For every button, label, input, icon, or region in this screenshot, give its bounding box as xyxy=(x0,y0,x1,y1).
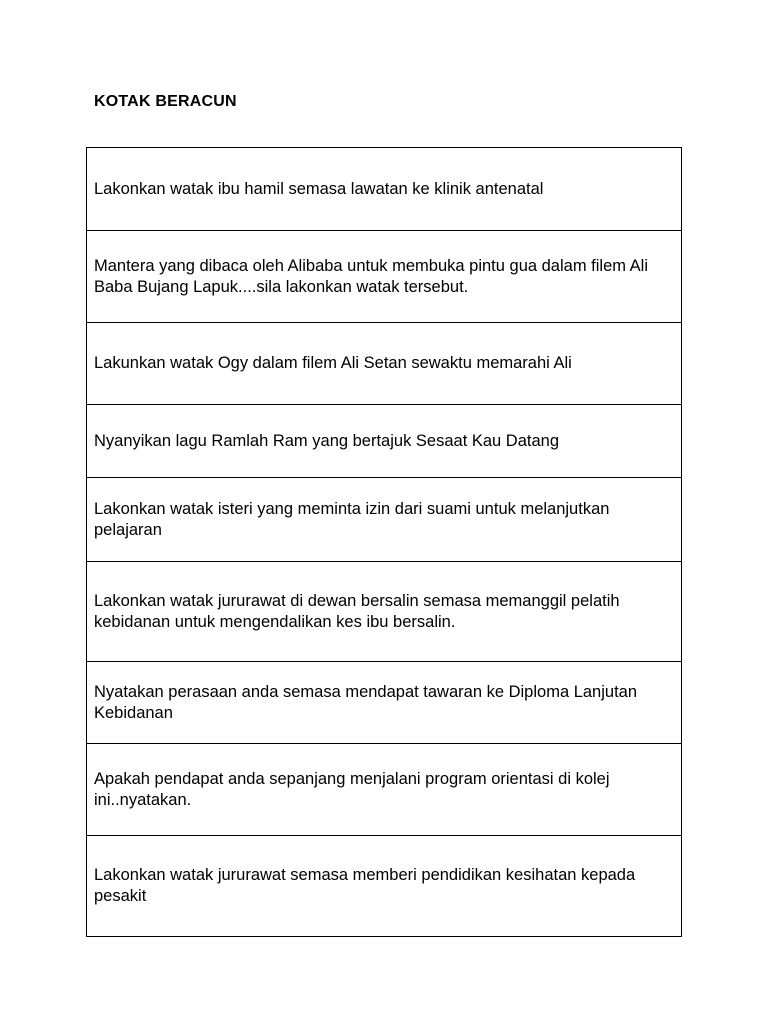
activity-table xyxy=(86,147,682,937)
table-row xyxy=(87,662,682,744)
table-cell: Apakah pendapat anda sepanjang menjalani program orientasi di kolej ini..nyatakan. xyxy=(87,744,682,836)
table-cell: Lakonkan watak ibu hamil semasa lawatan ke klinik antenatal xyxy=(87,148,682,231)
page-title: KOTAK BERACUN xyxy=(94,93,237,110)
table-row xyxy=(87,405,682,478)
table-row xyxy=(87,231,682,323)
table-row xyxy=(87,562,682,662)
table-cell: Lakunkan watak Ogy dalam filem Ali Setan sewaktu memarahi Ali xyxy=(87,323,682,405)
table-body xyxy=(87,148,682,937)
table-row xyxy=(87,478,682,562)
table-cell: Nyanyikan lagu Ramlah Ram yang bertajuk Sesaat Kau Datang xyxy=(87,405,682,478)
table-cell: Lakonkan watak jururawat di dewan bersalin semasa memanggil pelatih kebidanan untuk mengendalikan kes ibu bersalin. xyxy=(87,562,682,662)
table-row xyxy=(87,323,682,405)
table-row xyxy=(87,836,682,937)
table-cell: Lakonkan watak isteri yang meminta izin dari suami untuk melanjutkan pelajaran xyxy=(87,478,682,562)
table-cell: Nyatakan perasaan anda semasa mendapat tawaran ke Diploma Lanjutan Kebidanan xyxy=(87,662,682,744)
table-cell: Mantera yang dibaca oleh Alibaba untuk membuka pintu gua dalam filem Ali Baba Bujang Lapuk....sila lakonkan watak tersebut. xyxy=(87,231,682,323)
table-row xyxy=(87,148,682,231)
table-cell: Lakonkan watak jururawat semasa memberi pendidikan kesihatan kepada pesakit xyxy=(87,836,682,937)
table-row xyxy=(87,744,682,836)
